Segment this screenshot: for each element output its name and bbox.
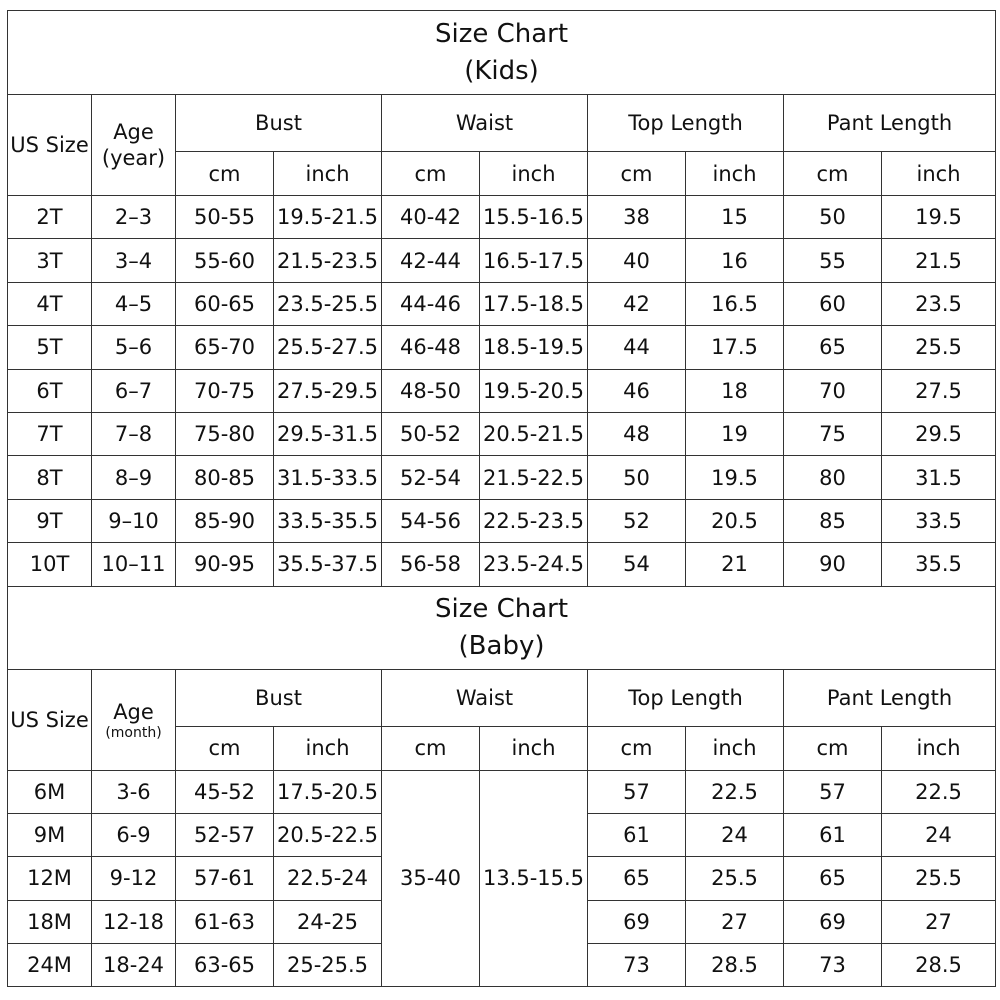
kids-cell-waist-cm: 56-58 [382,543,480,586]
kids-cell-waist-cm: 54-56 [382,499,480,542]
kids-header-waist: Waist [382,95,588,152]
baby-cell-size: 12M [8,857,92,900]
size-chart-table [7,10,996,987]
kids-cell-top-inch: 19.5 [686,456,784,499]
kids-sub-bust-cm: cm [176,152,274,196]
baby-cell-bust-cm: 61-63 [176,900,274,943]
kids-cell-waist-inch: 16.5-17.5 [480,239,588,282]
kids-sub-waist-cm: cm [382,152,480,196]
kids-cell-bust-cm: 75-80 [176,412,274,455]
kids-cell-size: 6T [8,369,92,412]
kids-cell-bust-cm: 60-65 [176,282,274,325]
kids-table-row [8,369,996,412]
kids-cell-top-inch: 20.5 [686,499,784,542]
baby-cell-top-cm: 73 [588,944,686,987]
baby-header-bust: Bust [176,669,382,726]
kids-cell-size: 5T [8,326,92,369]
kids-header-top-length: Top Length [588,95,784,152]
kids-cell-age: 7–8 [92,412,176,455]
baby-cell-size: 18M [8,900,92,943]
baby-cell-pant-inch: 28.5 [882,944,996,987]
baby-cell-bust-cm: 57-61 [176,857,274,900]
baby-header-age [92,669,176,770]
baby-header-top-length: Top Length [588,669,784,726]
kids-header-pant-length: Pant Length [784,95,996,152]
kids-cell-size: 8T [8,456,92,499]
kids-sub-pant-inch: inch [882,152,996,196]
kids-cell-pant-cm: 50 [784,196,882,239]
kids-cell-pant-inch: 27.5 [882,369,996,412]
baby-table-row [8,770,996,813]
baby-cell-pant-cm: 57 [784,770,882,813]
kids-cell-pant-cm: 75 [784,412,882,455]
baby-cell-size: 9M [8,813,92,856]
kids-cell-pant-cm: 90 [784,543,882,586]
kids-table-row [8,456,996,499]
kids-cell-top-cm: 50 [588,456,686,499]
baby-cell-bust-cm: 52-57 [176,813,274,856]
baby-sub-bust-inch: inch [274,726,382,770]
kids-sub-top-inch: inch [686,152,784,196]
kids-cell-bust-cm: 55-60 [176,239,274,282]
kids-table-row [8,326,996,369]
baby-cell-pant-inch: 24 [882,813,996,856]
kids-cell-top-cm: 54 [588,543,686,586]
kids-cell-bust-cm: 70-75 [176,369,274,412]
kids-cell-top-inch: 18 [686,369,784,412]
kids-table-row [8,412,996,455]
kids-cell-top-cm: 38 [588,196,686,239]
kids-cell-waist-inch: 17.5-18.5 [480,282,588,325]
kids-cell-size: 4T [8,282,92,325]
kids-cell-waist-inch: 21.5-22.5 [480,456,588,499]
kids-cell-age: 9–10 [92,499,176,542]
baby-sub-waist-inch: inch [480,726,588,770]
baby-sub-top-inch: inch [686,726,784,770]
baby-title: Size Chart [434,593,569,624]
size-chart-document [7,10,995,987]
baby-rows [8,770,996,987]
kids-cell-top-cm: 52 [588,499,686,542]
kids-cell-size: 2T [8,196,92,239]
kids-cell-pant-inch: 19.5 [882,196,996,239]
baby-sub-waist-cm: cm [382,726,480,770]
baby-cell-bust-inch: 24-25 [274,900,382,943]
kids-header-us-size: US Size [8,95,92,196]
kids-cell-top-inch: 21 [686,543,784,586]
kids-cell-waist-inch: 18.5-19.5 [480,326,588,369]
kids-cell-size: 10T [8,543,92,586]
kids-cell-top-cm: 48 [588,412,686,455]
kids-cell-top-cm: 42 [588,282,686,325]
kids-cell-bust-inch: 33.5-35.5 [274,499,382,542]
kids-cell-bust-cm: 65-70 [176,326,274,369]
baby-cell-bust-cm: 63-65 [176,944,274,987]
kids-cell-pant-cm: 85 [784,499,882,542]
kids-cell-bust-cm: 85-90 [176,499,274,542]
baby-cell-top-cm: 65 [588,857,686,900]
baby-header-waist: Waist [382,669,588,726]
kids-cell-top-inch: 15 [686,196,784,239]
kids-cell-pant-inch: 23.5 [882,282,996,325]
baby-cell-bust-inch: 25-25.5 [274,944,382,987]
kids-cell-top-cm: 40 [588,239,686,282]
baby-cell-pant-inch: 27 [882,900,996,943]
kids-cell-size: 9T [8,499,92,542]
kids-cell-pant-cm: 70 [784,369,882,412]
kids-sub-pant-cm: cm [784,152,882,196]
kids-subtitle: (Kids) [464,55,539,86]
kids-cell-bust-inch: 25.5-27.5 [274,326,382,369]
kids-cell-pant-cm: 60 [784,282,882,325]
kids-cell-top-inch: 17.5 [686,326,784,369]
kids-title: Size Chart [434,18,569,49]
kids-cell-bust-inch: 23.5-25.5 [274,282,382,325]
baby-cell-pant-inch: 22.5 [882,770,996,813]
kids-cell-pant-inch: 35.5 [882,543,996,586]
kids-cell-waist-inch: 19.5-20.5 [480,369,588,412]
kids-cell-bust-inch: 27.5-29.5 [274,369,382,412]
baby-cell-waist-cm: 35-40 [382,770,480,987]
kids-cell-pant-inch: 33.5 [882,499,996,542]
baby-cell-age: 18-24 [92,944,176,987]
kids-section [8,11,996,196]
baby-title-cell [8,586,996,669]
baby-cell-bust-inch: 17.5-20.5 [274,770,382,813]
baby-cell-pant-inch: 25.5 [882,857,996,900]
kids-cell-bust-inch: 31.5-33.5 [274,456,382,499]
baby-cell-waist-inch: 13.5-15.5 [480,770,588,987]
kids-age-label: Age [113,120,154,144]
baby-header-pant-length: Pant Length [784,669,996,726]
baby-age-label: Age [113,699,154,724]
baby-cell-bust-inch: 20.5-22.5 [274,813,382,856]
kids-cell-pant-cm: 80 [784,456,882,499]
kids-cell-top-inch: 19 [686,412,784,455]
kids-rows [8,196,996,587]
kids-sub-bust-inch: inch [274,152,382,196]
kids-cell-age: 6–7 [92,369,176,412]
baby-cell-top-inch: 22.5 [686,770,784,813]
kids-cell-pant-inch: 31.5 [882,456,996,499]
kids-cell-waist-inch: 22.5-23.5 [480,499,588,542]
kids-header-bust: Bust [176,95,382,152]
kids-cell-bust-inch: 29.5-31.5 [274,412,382,455]
kids-cell-waist-cm: 44-46 [382,282,480,325]
baby-cell-pant-cm: 69 [784,900,882,943]
baby-cell-pant-cm: 73 [784,944,882,987]
kids-cell-bust-inch: 35.5-37.5 [274,543,382,586]
kids-cell-waist-cm: 48-50 [382,369,480,412]
baby-cell-bust-cm: 45-52 [176,770,274,813]
kids-cell-age: 4–5 [92,282,176,325]
baby-subtitle: (Baby) [458,630,545,661]
kids-cell-pant-cm: 55 [784,239,882,282]
kids-cell-waist-inch: 23.5-24.5 [480,543,588,586]
kids-cell-waist-cm: 50-52 [382,412,480,455]
kids-cell-size: 7T [8,412,92,455]
baby-cell-size: 24M [8,944,92,987]
kids-cell-top-inch: 16 [686,239,784,282]
kids-cell-waist-cm: 40-42 [382,196,480,239]
kids-cell-size: 3T [8,239,92,282]
kids-cell-waist-cm: 42-44 [382,239,480,282]
baby-cell-top-cm: 61 [588,813,686,856]
kids-cell-top-inch: 16.5 [686,282,784,325]
baby-cell-pant-cm: 61 [784,813,882,856]
kids-cell-top-cm: 46 [588,369,686,412]
baby-sub-pant-cm: cm [784,726,882,770]
baby-cell-top-cm: 69 [588,900,686,943]
baby-cell-age: 6-9 [92,813,176,856]
kids-cell-waist-inch: 15.5-16.5 [480,196,588,239]
kids-cell-age: 5–6 [92,326,176,369]
kids-cell-top-cm: 44 [588,326,686,369]
kids-table-row [8,196,996,239]
baby-cell-size: 6M [8,770,92,813]
kids-sub-top-cm: cm [588,152,686,196]
kids-table-row [8,543,996,586]
kids-cell-pant-inch: 25.5 [882,326,996,369]
baby-cell-pant-cm: 65 [784,857,882,900]
baby-cell-age: 3-6 [92,770,176,813]
baby-sub-pant-inch: inch [882,726,996,770]
kids-cell-bust-cm: 80-85 [176,456,274,499]
baby-header-us-size: US Size [8,669,92,770]
kids-cell-waist-cm: 52-54 [382,456,480,499]
kids-age-unit: (year) [101,146,166,170]
kids-title-cell [8,11,996,95]
baby-cell-age: 12-18 [92,900,176,943]
kids-sub-waist-inch: inch [480,152,588,196]
kids-cell-bust-cm: 90-95 [176,543,274,586]
kids-cell-pant-inch: 21.5 [882,239,996,282]
baby-cell-top-inch: 28.5 [686,944,784,987]
kids-cell-waist-inch: 20.5-21.5 [480,412,588,455]
baby-cell-top-inch: 27 [686,900,784,943]
kids-table-row [8,499,996,542]
kids-cell-age: 3–4 [92,239,176,282]
kids-cell-pant-inch: 29.5 [882,412,996,455]
baby-section [8,586,996,770]
kids-header-age [92,95,176,196]
kids-cell-bust-inch: 21.5-23.5 [274,239,382,282]
baby-cell-age: 9-12 [92,857,176,900]
baby-cell-bust-inch: 22.5-24 [274,857,382,900]
kids-table-row [8,282,996,325]
baby-age-unit: (month) [105,724,162,741]
baby-sub-bust-cm: cm [176,726,274,770]
kids-cell-age: 8–9 [92,456,176,499]
kids-cell-age: 10–11 [92,543,176,586]
kids-cell-waist-cm: 46-48 [382,326,480,369]
kids-cell-age: 2–3 [92,196,176,239]
kids-cell-pant-cm: 65 [784,326,882,369]
baby-cell-top-cm: 57 [588,770,686,813]
kids-cell-bust-cm: 50-55 [176,196,274,239]
baby-cell-top-inch: 24 [686,813,784,856]
baby-sub-top-cm: cm [588,726,686,770]
kids-cell-bust-inch: 19.5-21.5 [274,196,382,239]
baby-cell-top-inch: 25.5 [686,857,784,900]
kids-table-row [8,239,996,282]
